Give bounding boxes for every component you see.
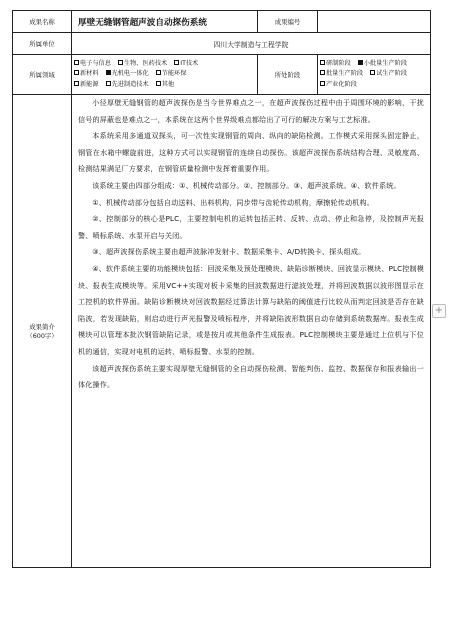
option-label: IT技术 xyxy=(180,59,199,67)
row-intro xyxy=(13,95,431,568)
intro-paragraph: ①、机械传动部分包括自动送料、出料机构，同步带与齿轮传动机构，摩擦轮传动机构。 xyxy=(92,197,374,207)
label-achievement-number: 成果编号 xyxy=(258,11,318,33)
unchecked-box-icon[interactable] xyxy=(370,70,375,75)
field-cell-row xyxy=(74,69,255,80)
label-stage: 所处阶段 xyxy=(258,55,318,95)
option-label: 光机电一体化 xyxy=(111,70,149,78)
unchecked-box-icon[interactable] xyxy=(156,70,161,75)
label-intro-sub: （600字） xyxy=(26,332,58,340)
option-label: 电子与信息 xyxy=(80,59,111,67)
row-field-stage xyxy=(13,55,431,95)
label-unit: 所属单位 xyxy=(13,33,72,55)
option-label: 小批量生产阶段 xyxy=(363,59,408,67)
label-field: 所属领域 xyxy=(13,55,72,95)
option-checkbox[interactable] xyxy=(106,81,149,88)
option-label: 研制阶段 xyxy=(326,59,351,67)
unit-value: 四川大学制造与工程学院 xyxy=(72,33,431,55)
unchecked-box-icon[interactable] xyxy=(118,60,123,65)
option-checkbox[interactable] xyxy=(174,60,198,67)
label-intro-cell xyxy=(13,95,72,568)
option-label: 生物、医药技术 xyxy=(123,59,168,67)
option-checkbox[interactable] xyxy=(358,60,407,67)
option-checkbox[interactable] xyxy=(320,60,351,67)
achievement-name-value: 厚壁无缝钢管超声波自动探伤系统 xyxy=(72,11,258,33)
intro-paragraph: 该系统主要由四部分组成：①、机械传动部分。②、控制部分。③、超声波系统。④、软件系统。 xyxy=(92,180,401,190)
unchecked-box-icon[interactable] xyxy=(320,70,325,75)
unchecked-box-icon[interactable] xyxy=(74,81,79,86)
checked-box-icon[interactable] xyxy=(106,70,111,75)
checked-box-icon[interactable] xyxy=(358,60,363,65)
option-checkbox[interactable] xyxy=(74,70,99,77)
option-checkbox[interactable] xyxy=(74,81,99,88)
option-label: 新材料 xyxy=(80,70,99,78)
intro-paragraph: 本系统采用多通道双探头，可一次性实现钢管的周向、纵向的缺陷检测。工作模式采用探头固定静止，钢管在水箱中螺旋前进，这种方式可以实现钢管的连续自动探伤。该超声波探伤系统结构合理、灵敏度高、检测结果满足厂方要求，在钢管质量检测中发挥着重要作用。 xyxy=(78,131,424,174)
option-checkbox[interactable] xyxy=(156,81,174,88)
field-cell-row xyxy=(74,80,255,91)
option-checkbox[interactable] xyxy=(118,60,167,67)
stage-cell-row xyxy=(320,80,428,91)
label-achievement-name: 成果名称 xyxy=(13,11,72,33)
option-label: 先进制造技术 xyxy=(111,80,149,88)
option-checkbox[interactable] xyxy=(320,70,363,77)
field-cell-row xyxy=(74,59,255,70)
row-unit xyxy=(13,33,431,55)
option-checkbox[interactable] xyxy=(156,70,187,77)
option-checkbox[interactable] xyxy=(370,70,407,77)
unchecked-box-icon[interactable] xyxy=(320,81,325,86)
option-checkbox[interactable] xyxy=(74,60,111,67)
intro-paragraph: 该超声波探伤系统主要实现厚壁无缝钢管的全自动探伤检测、智能判伤、监控、数据保存和报表输出一体化操作。 xyxy=(78,363,424,390)
side-add-button[interactable]: + xyxy=(432,304,446,318)
option-label: 产业化阶段 xyxy=(326,80,357,88)
achievement-number-value xyxy=(318,11,431,33)
option-label: 节能环保 xyxy=(161,70,187,78)
intro-paragraph: ③、超声波探伤系统主要由超声波脉冲发射卡、数据采集卡、A/D转换卡、探头组成。 xyxy=(92,247,366,257)
option-checkbox[interactable] xyxy=(320,81,357,88)
unchecked-box-icon[interactable] xyxy=(156,81,161,86)
unchecked-box-icon[interactable] xyxy=(174,60,179,65)
intro-paragraph: ④、软件系统主要的功能模块包括：回波采集及预处理模块、缺陷诊断模块、回波显示模块、PLC控制模块、报表生成模块等。采用VC++实现对板卡采集的回波数据进行滤波处理，并将回波数据以波形图显示在工控机的软件界面。缺陷诊断模块对回波数据经过算法计算与缺陷的阈值进行比较从而判定回波是否存在缺陷波，若发现缺陷，则启动进行声光报警及喷标程序，并将缺陷波形数据自动存储到系统数据库。报表生成模块可以管理本批次钢管缺陷记录，或是按月或其他条件生成报表。PLC控制模块主要是通过上位机与下位机的通信，实现对电机的运转、喷标报警、水泵的控制。 xyxy=(78,263,424,356)
achievement-form-table xyxy=(12,10,431,568)
stage-cell-row xyxy=(320,59,428,70)
unchecked-box-icon[interactable] xyxy=(106,81,111,86)
field-options xyxy=(72,55,258,95)
label-intro: 成果简介 xyxy=(29,323,55,331)
unchecked-box-icon[interactable] xyxy=(320,60,325,65)
stage-cell-row xyxy=(320,69,428,80)
option-label: 其他 xyxy=(161,80,175,88)
unchecked-box-icon[interactable] xyxy=(74,60,79,65)
intro-text xyxy=(72,95,431,568)
option-checkbox[interactable] xyxy=(106,70,149,77)
option-label: 新能源 xyxy=(80,80,99,88)
unchecked-box-icon[interactable] xyxy=(74,70,79,75)
option-label: 批量生产阶段 xyxy=(326,70,364,78)
intro-paragraph: 小径厚壁无缝钢管的超声波探伤是当今世界难点之一，在超声波探伤过程中由于周围环境的影响，干扰信号的屏蔽也是难点之一，本系统在这两个世界级难点都给出了可行的解决方案与工艺标准。 xyxy=(78,98,424,124)
intro-paragraph: ②、控制部分的核心是PLC，主要控制电机的运转包括正转、反转、点动、停止和急停，及控制声光报警、喷标系统、水泵开启与关闭。 xyxy=(78,214,424,240)
stage-options xyxy=(318,55,431,95)
option-label: 试生产阶段 xyxy=(376,70,408,78)
row-name xyxy=(13,11,431,33)
